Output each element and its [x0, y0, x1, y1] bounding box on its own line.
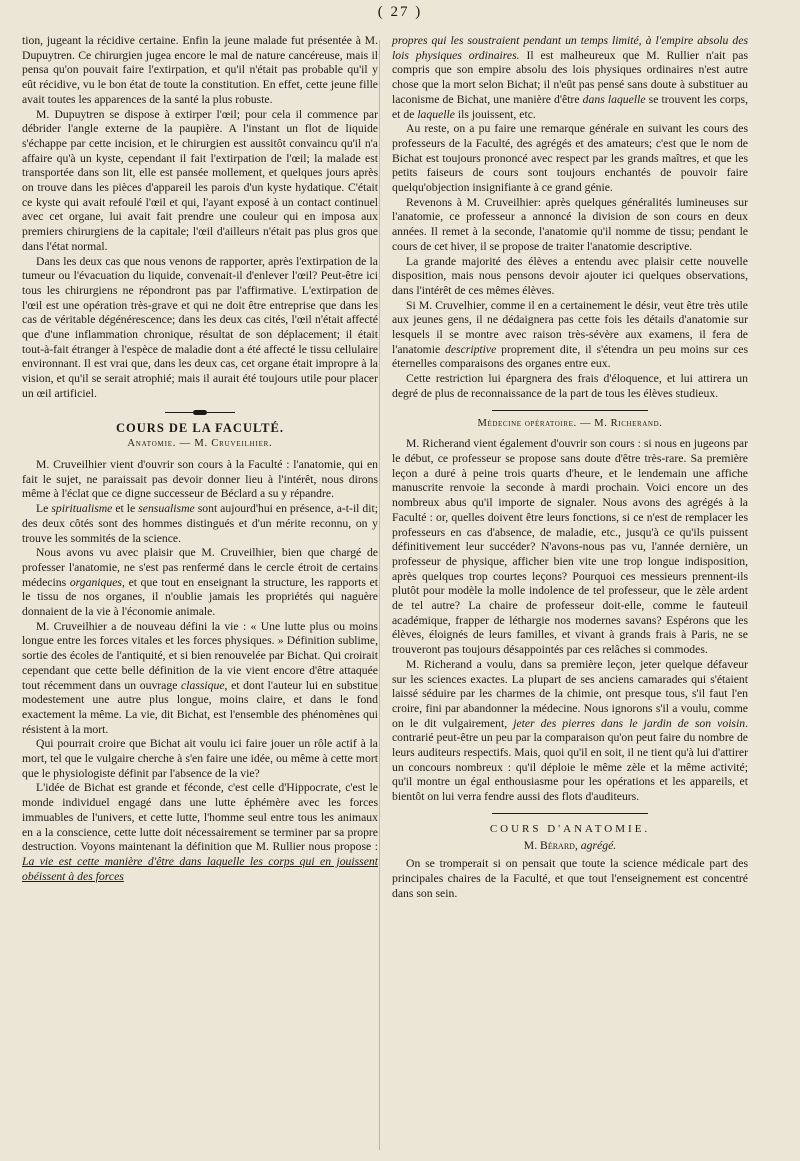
paragraph: Qui pourrait croire que Bichat ait voulu ici faire jouer un rôle actif à la mort, tel que le vulgaire cherche à s'en faire une idée, ou même à cette mort que le physiologiste définit par l'absence de la vie?: [22, 737, 378, 780]
italic-run: classique: [181, 678, 225, 692]
paragraph: [22, 781, 378, 884]
paragraph: tion, jugeant la récidive certaine. Enfin la jeune malade fut présentée à M. Dupuytren. Ce chirurgien jugea encore le mal de nature cancéreuse, mais il pensa qu'on pouvait faire l'extirpation, et qu'il n'était pas probable qu'il y eût récidive, vu le bon état de toute la constitution. En effet, cette jeune fille avait toutes les apparences de la santé la plus robuste.: [22, 34, 378, 106]
course-professor: M. Cruveilhier.: [194, 438, 273, 450]
paragraph: [392, 658, 748, 805]
paragraph: On se tromperait si on pensait que toute la science médicale part des principales chaires de la Faculté, et que tout l'enseignement est concentré dans son sein.: [392, 857, 748, 900]
course-subject: Anatomie.: [127, 438, 177, 450]
text-run: Nous avons vu avec plaisir que M. Cruveilhier, bien que chargé de professer l'anatomie, ne s'est pas renfermé dans le cercle étroit de certains médecins: [22, 546, 378, 589]
italic-run: sensualisme: [138, 502, 195, 516]
paragraph: Cette restriction lui épargnera des frais d'éloquence, et lui attirera un degré de plus de reconnaissance de la part de tous les élèves studieux.: [392, 372, 748, 400]
text-run: Il est malheureux que M. Rullier n'ait pas compris que son empire absolu des lois physiques ordinaires n'est autre chose que la mort selon Bichat; il n'eût pas pensé sans doute à substituer au laconisme de Bichat, une manière d'être: [392, 48, 748, 106]
course-professor-line: [392, 839, 748, 854]
section-divider: [492, 410, 648, 411]
text-run: se trouvent les corps, et de: [392, 92, 748, 121]
paragraph: La grande majorité des élèves a entendu avec plaisir cette nouvelle disposition, mais nous pensons devoir ajouter ici quelques observations, dans l'intérêt de ces mêmes élèves.: [392, 254, 748, 297]
course-separator: —: [576, 417, 595, 429]
course-separator: —: [176, 438, 195, 450]
paragraph: [392, 34, 748, 122]
italic-run: propres qui les soustraient pendant un temps limité, à l'empire absolu des lois physiques ordinaires.: [392, 34, 748, 62]
underlined-quote: La vie est cette manière d'être dans laquelle les corps qui en jouissent obéissent à des forces: [22, 854, 378, 883]
text-run: M. Richerand a voulu, dans sa première leçon, jeter quelque défaveur sur les sciences exactes. La plupart de ses anciens camarades qui s'étaient laissé séduire par les charmes de la chimie, ont presque tous, s'il faut l'en croire, fini par abandonner la médecine. Nous ignorons s'il a voulu, comme on le dit vulgairement,: [392, 657, 748, 730]
section-title: COURS DE LA FACULTÉ.: [116, 420, 284, 435]
italic-run: laquelle: [417, 107, 455, 121]
text-run: sont aujourd'hui en présence, a-t-il dit; des deux côtés sont des hommes distingués et d'un mérite reconnu, on y trouve les sommités de la science.: [22, 502, 379, 545]
left-column: [22, 34, 378, 884]
course-title: COURS D'ANATOMIE.: [489, 822, 651, 835]
paragraph: Dans les deux cas que nous venons de rapporter, après l'extirpation de la tumeur ou l'évacuation du liquide, convenait-il d'enlever l'œil? Peut-être ici tous les chirurgiens ne répondront pas par l'affirmative. L'extirpation de l'œil est une opération très-grave et qui ne doit être entreprise que dans les cas de véritable dégénérescence; dans les deux cas cités, l'œil n'était affecté que d'une inflammation chronique, résultat de son déplacement; il était tout-à-fait étranger à l'espèce de maladie dont a été affecté le tissu cellulaire environnant. Il est vrai que, dans les deux cas, cet organe était impropre à la vision, et qu'il se serait atrophié; mais il aurait été toujours utile pour placer un œil artificiel.: [22, 254, 378, 400]
text-run: , et dont l'auteur lui en substitue modestement une autre plus longue, moins claire, et dans le fond exactement la même. La vie, dit Bichat, est l'ensemble des phénomènes qui résistent à la mort.: [22, 678, 378, 736]
paragraph: [22, 546, 378, 620]
paragraph: M. Dupuytren se dispose à extirper l'œil; pour cela il commence par débrider l'angle externe de la paupière. A l'instant un flot de liquide s'échappe par cette incision, et le chirurgien est aussitôt convaincu qu'il n'a affaire qu'à un kyste, cependant il fait l'extirpation de l'œil; la malade est transportée dans son lit, elle est pansée mollement, et quelques jours après on trouve dans les pièces d'appareil les parois d'un kyste hydatique. C'était ce kyste qui avait refoulé l'œil et qui, l'ayant exposé à un contact continuel avec cet organe, lui avait fait prendre une couleur qui en imposa aux premiers chirurgiens de la capitale; l'œil d'ailleurs n'était pas plus gros que dans l'état normal.: [22, 107, 378, 253]
course-professor: M. Bérard: [523, 838, 575, 852]
text-run: L'idée de Bichat est grande et féconde, c'est celle d'Hippocrate, c'est le monde individuel engagé dans une lutte éphémère avec les forces immuables de l'univers, et cette lutte, l'homme seul entre tous les animaux en a la conscience, cette lutte doit nécessairement se terminer par sa propre destruction. Voyons maintenant la définition que M. Rullier nous propose :: [22, 781, 378, 854]
paragraph: M. Cruveilhier vient d'ouvrir son cours à la Faculté : l'anatomie, qui en fait le sujet, ne paraissait pas devoir donner lieu à l'intérêt, nous dirons même à l'éclat que ce digne successeur de Béclard a su y répandre.: [22, 457, 378, 501]
paragraph: Revenons à M. Cruveilhier: après quelques généralités lumineuses sur l'anatomie, ce professeur a annoncé la division de son cours en deux années. Il remet à la seconde, l'anatomie qu'il nomme de tissu; pendant le cours de cet hiver, il se propose de traiter l'anatomie descriptive.: [392, 195, 748, 253]
section-divider: [492, 813, 648, 814]
italic-run: organiques: [69, 575, 122, 589]
text-run: et le: [112, 502, 139, 516]
paragraph: Au reste, on a pu faire une remarque générale en suivant les cours des professeurs de la Faculté, des agrégés et des amateurs; c'est que le nom de Bichat est toujours prononcé avec respect par les grands maîtres, et que les petits faiseurs de cours sont toujours enchantés de pouvoir faire quelqu'objection insignifiante à ce grand génie.: [392, 122, 748, 195]
text-run: Si M. Cruvelhier, comme il en a certainement le désir, veut être très utile aux jeunes gens, il ne dédaignera pas cette fois les détails d'anatomie sur lesquels il se montre avec raison très-sévère aux examens, il fera de l'anatomie: [392, 298, 748, 356]
right-column: [392, 34, 748, 901]
ornamental-divider: [165, 410, 235, 415]
course-heading: [392, 417, 748, 432]
course-subject: Médecine opératoire.: [477, 417, 577, 429]
text-run: ils jouissent, etc.: [454, 107, 536, 121]
text-run: Le: [36, 502, 52, 516]
text-run: proprement dite, il s'étendra un peu moins sur ces éternelles comparaisons des organes entre eux.: [392, 342, 748, 371]
italic-run: descriptive: [445, 342, 497, 356]
italic-run: spiritualisme: [51, 502, 113, 516]
paragraph: M. Richerand vient également d'ouvrir son cours : si nous en jugeons par le début, ce professeur se propose sans doute d'être très-rare. Sa première leçon a duré à peine trois quarts d'heure, et le lendemain une affiche manuscrite renvoie la seconde à mardi prochain. Voici encore un des nombreux abus qu'il importe de signaler. Nous avons des agrégés à la Faculté : or, quelles doivent être leurs fonctions, si ce n'est de remplacer les professeurs en cas d'absence, de maladie, etc., jusqu'à ce qu'ils puissent définitivement leur succéder? N'avons-nous pas vu, l'année dernière, un professeur de physique, afficher bien vite une trop longue indisposition, après quelques trop courtes leçons? Pourquoi ces messieurs prennent-ils plutôt pour modèle la molle indolence de tel professeur, que le zèle ardent de tel autre? La chaire de professeur doit-elle, comme le fauteuil académique, frapper de léthargie nos modernes savans? Espérons que les élèves, éloignés de leurs familles, et vivant à grands frais à Paris, ne se trouveront pas toujours désappointés par ces relâches si commodes.: [392, 437, 748, 657]
course-professor: M. Richerand.: [594, 417, 663, 429]
page-number: ( 27 ): [377, 4, 423, 20]
paragraph: [22, 502, 378, 546]
text-run: , et que tout en enseignant la structure, les rapports et le tissu de nos organes, il n'oublie jamais les propriétés qui naguère donnaient de la vie à l'économie animale.: [22, 575, 379, 619]
italic-run: dans laquelle: [582, 92, 646, 106]
text-run: M. Cruveilhier a de nouveau défini la vie : « Une lutte plus ou moins longue entre les forces vitales et les forces physiques. » Définition sublime, sortie des écoles de l'antiquité, et si bien renouvelée par Bichat. Qui croirait cependant que cette belle définition de la vie vient encore d'être attaquée tout récemment dans un ouvrage: [22, 619, 378, 692]
italic-run: jeter des pierres dans le jardin de son voisin: [513, 716, 746, 730]
paragraph: [392, 299, 748, 373]
column-rule: [379, 40, 380, 1150]
course-heading: [22, 437, 378, 452]
italic-run: , agrégé.: [574, 838, 617, 852]
text-run: . contrarié peut-être un peu par la comparaison qu'on peut faire du nombre de leurs auditeurs respectifs. Mais, quoi qu'il en soit, il ne tient qu'à lui d'attirer un concours nombreux : qu'il déploie le même zèle et la même activité; qu'il montre un égal enthousiasme pour les opérations et les appareils, et bientôt on lui verra fendre aussi des flots d'auditeurs.: [392, 716, 748, 804]
paragraph: [22, 620, 378, 738]
